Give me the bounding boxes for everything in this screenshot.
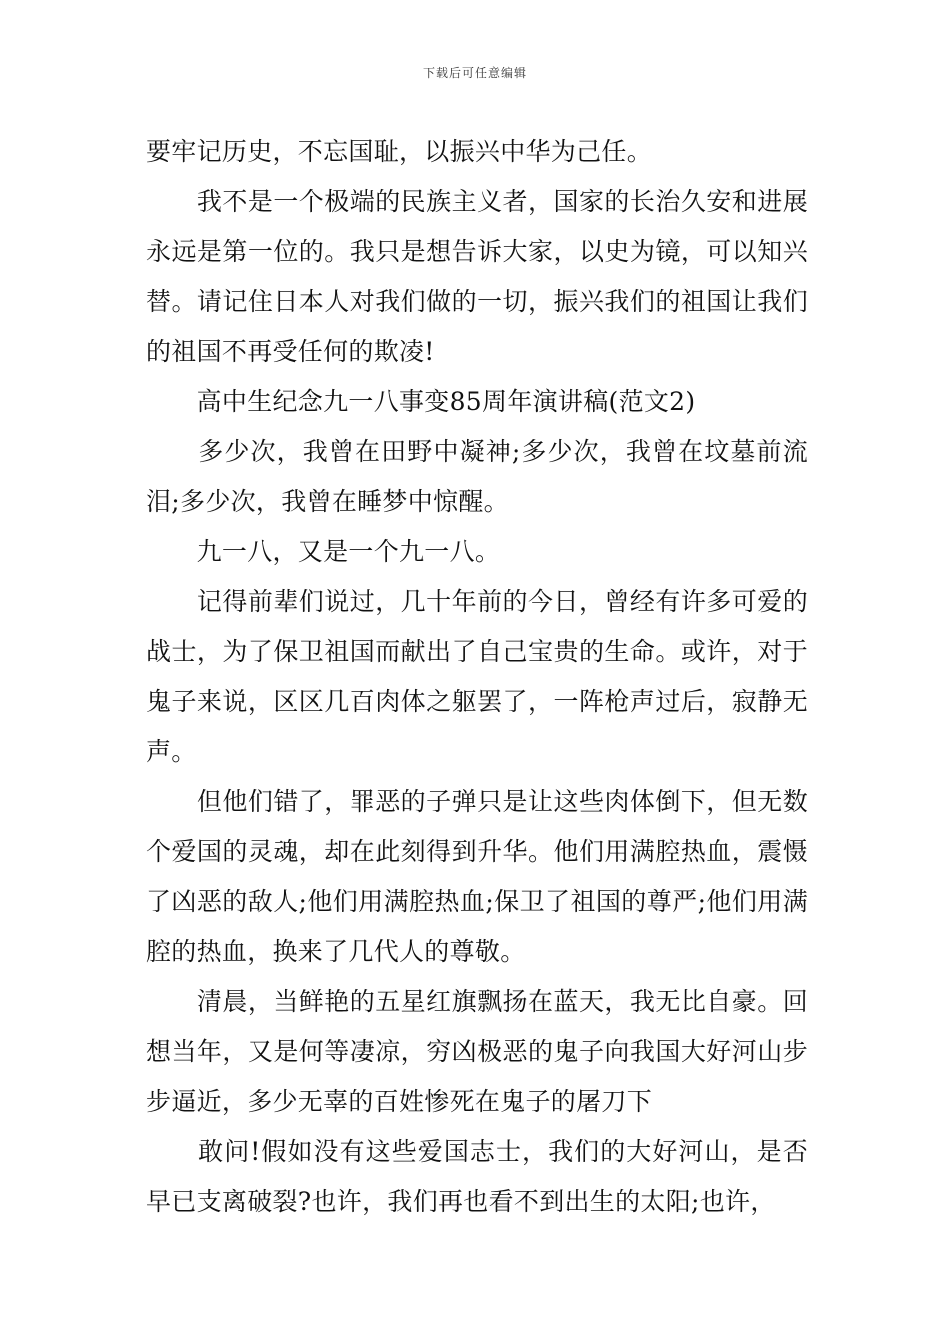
paragraph-3: 多少次，我曾在田野中凝神;多少次，我曾在坟墓前流泪;多少次，我曾在睡梦中惊醒。 [146, 437, 808, 516]
section-title: 高中生纪念九一八事变85周年演讲稿(范文2) [146, 387, 696, 416]
paragraph-1: 要牢记历史，不忘国耻，以振兴中华为己任。 [146, 137, 653, 166]
document-body [146, 127, 808, 1227]
paragraph-2: 我不是一个极端的民族主义者，国家的长治久安和进展永远是第一位的。我只是想告诉大家，以史为镜，可以知兴替。请记住日本人对我们做的一切，振兴我们的祖国让我们的祖国不再受任何的欺凌! [146, 187, 808, 366]
paragraph-8: 敢问!假如没有这些爱国志士，我们的大好河山，是否早已支离破裂?也许，我们再也看不到出生的太阳;也许， [146, 1137, 808, 1216]
page-header: 下载后可任意编辑 [422, 66, 527, 80]
paragraph-7: 清晨，当鲜艳的五星红旗飘扬在蓝天，我无比自豪。回想当年，又是何等凄凉，穷凶极恶的鬼子向我国大好河山步步逼近，多少无辜的百姓惨死在鬼子的屠刀下 [146, 987, 808, 1116]
paragraph-6: 但他们错了，罪恶的子弹只是让这些肉体倒下，但无数个爱国的灵魂，却在此刻得到升华。他们用满腔热血，震慑了凶恶的敌人;他们用满腔热血;保卫了祖国的尊严;他们用满腔的热血，换来了几代人的尊敬。 [146, 787, 808, 966]
paragraph-5: 记得前辈们说过，几十年前的今日，曾经有许多可爱的战士，为了保卫祖国而献出了自己宝贵的生命。或许，对于鬼子来说，区区几百肉体之躯罢了，一阵枪声过后，寂静无声。 [146, 587, 808, 766]
paragraph-4: 九一八，又是一个九一八。 [146, 537, 501, 566]
